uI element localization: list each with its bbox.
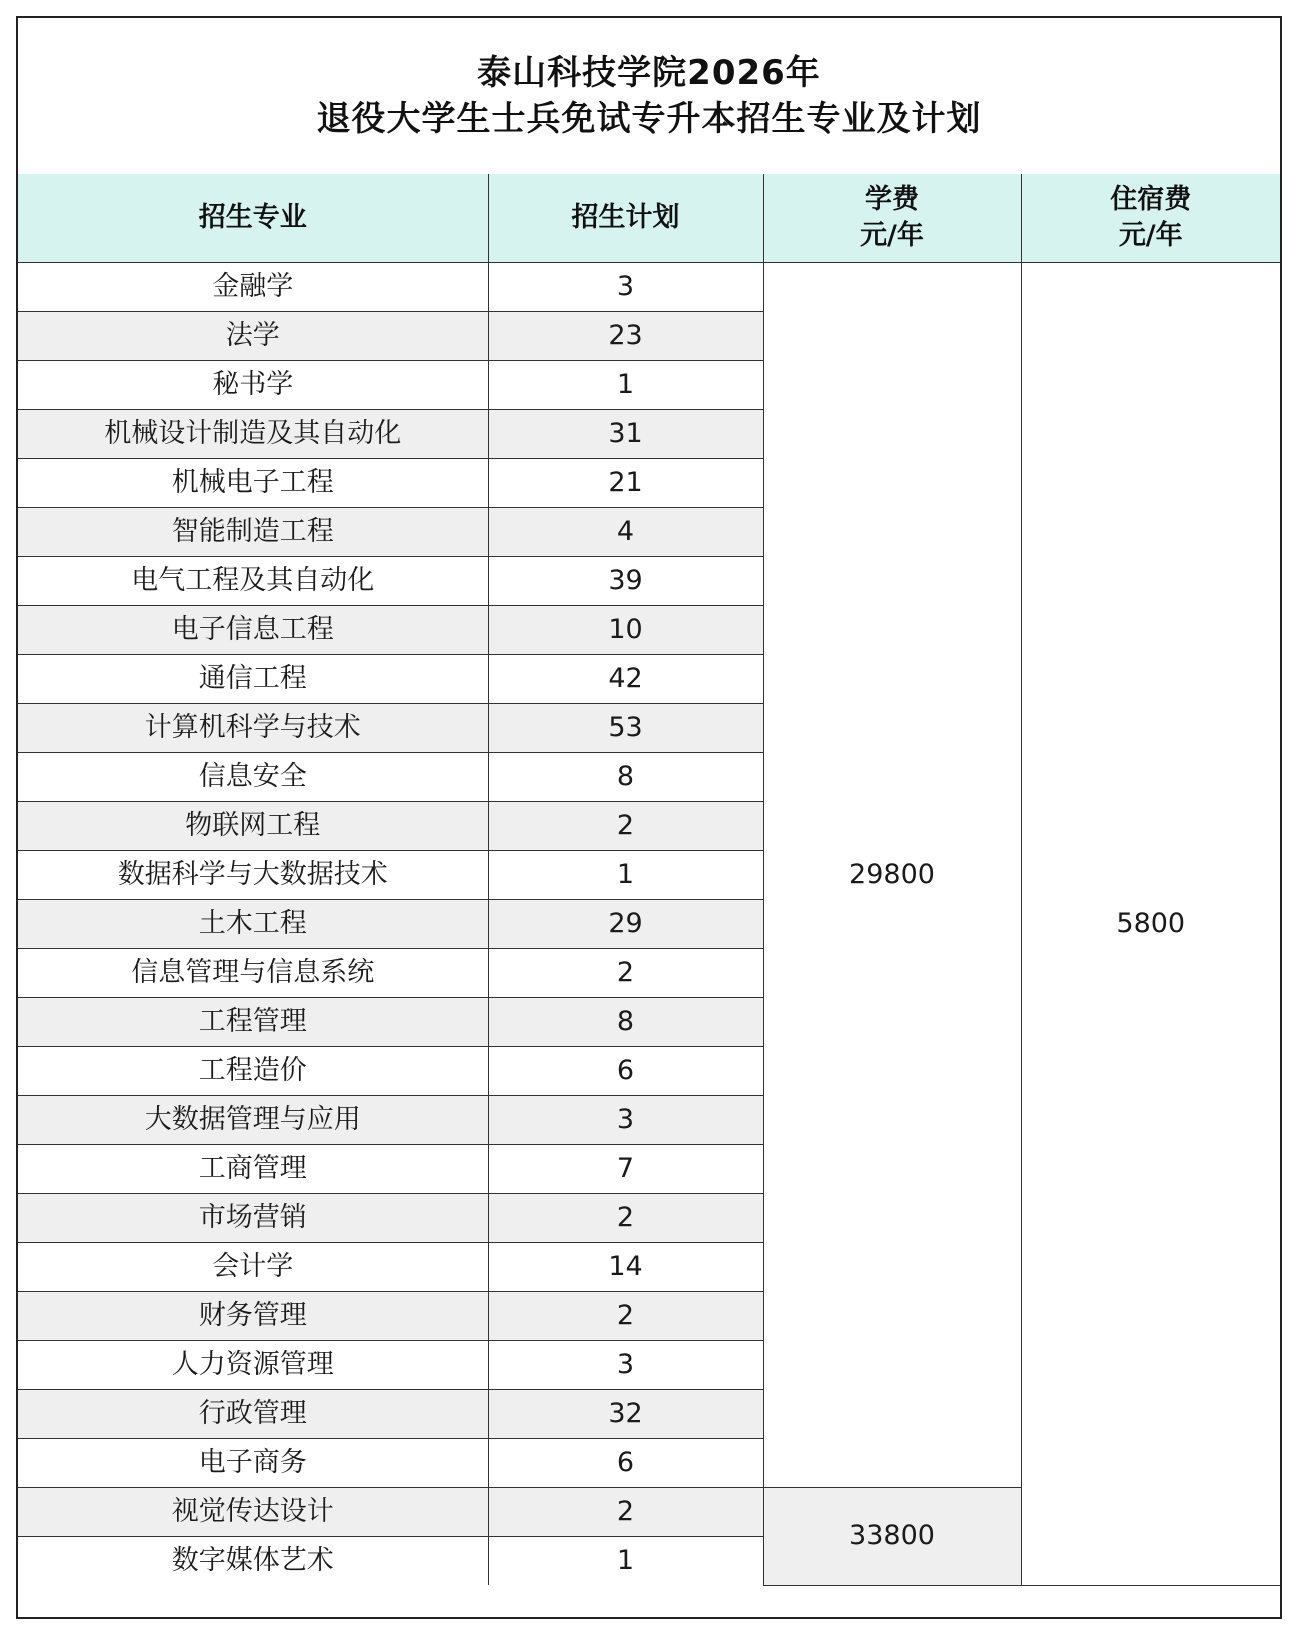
header-tuition — [763, 174, 1021, 263]
major-cell: 市场营销 — [18, 1194, 488, 1243]
major-cell: 智能制造工程 — [18, 508, 488, 557]
major-cell: 数字媒体艺术 — [18, 1537, 488, 1586]
quota-cell: 2 — [488, 949, 763, 998]
quota-cell: 32 — [488, 1390, 763, 1439]
table-row — [18, 263, 1280, 312]
header-lodging — [1021, 174, 1280, 263]
major-cell: 土木工程 — [18, 900, 488, 949]
tuition-art-cell: 33800 — [763, 1488, 1021, 1586]
major-cell: 机械设计制造及其自动化 — [18, 410, 488, 459]
major-cell: 电气工程及其自动化 — [18, 557, 488, 606]
quota-cell: 3 — [488, 1096, 763, 1145]
quota-cell: 1 — [488, 1537, 763, 1586]
quota-cell: 1 — [488, 851, 763, 900]
major-cell: 通信工程 — [18, 655, 488, 704]
header-row — [18, 174, 1280, 263]
major-cell: 金融学 — [18, 263, 488, 312]
header-tuition-label: 学费 — [865, 184, 919, 215]
major-cell: 会计学 — [18, 1243, 488, 1292]
major-cell: 电子信息工程 — [18, 606, 488, 655]
title-line-1: 泰山科技学院2026年 — [477, 53, 821, 93]
quota-cell: 6 — [488, 1439, 763, 1488]
major-cell: 视觉传达设计 — [18, 1488, 488, 1537]
quota-cell: 29 — [488, 900, 763, 949]
quota-cell: 23 — [488, 312, 763, 361]
major-cell: 计算机科学与技术 — [18, 704, 488, 753]
enrollment-plan-sheet — [16, 16, 1282, 1619]
quota-cell: 3 — [488, 1341, 763, 1390]
quota-cell: 6 — [488, 1047, 763, 1096]
tuition-general-cell: 29800 — [763, 263, 1021, 1488]
quota-cell: 53 — [488, 704, 763, 753]
quota-cell: 10 — [488, 606, 763, 655]
major-cell: 机械电子工程 — [18, 459, 488, 508]
major-cell: 电子商务 — [18, 1439, 488, 1488]
major-cell: 法学 — [18, 312, 488, 361]
major-cell: 人力资源管理 — [18, 1341, 488, 1390]
quota-cell: 8 — [488, 753, 763, 802]
lodging-fee-cell: 5800 — [1021, 263, 1280, 1586]
quota-cell: 8 — [488, 998, 763, 1047]
header-lodging-label: 住宿费 — [1110, 184, 1192, 215]
quota-cell: 42 — [488, 655, 763, 704]
header-lodging-unit: 元/年 — [1118, 220, 1183, 251]
quota-cell: 31 — [488, 410, 763, 459]
major-cell: 工程造价 — [18, 1047, 488, 1096]
quota-cell: 21 — [488, 459, 763, 508]
quota-cell: 39 — [488, 557, 763, 606]
major-cell: 物联网工程 — [18, 802, 488, 851]
quota-cell: 3 — [488, 263, 763, 312]
title-block — [18, 18, 1280, 176]
header-major: 招生专业 — [18, 174, 488, 263]
major-cell: 信息管理与信息系统 — [18, 949, 488, 998]
major-cell: 行政管理 — [18, 1390, 488, 1439]
header-quota: 招生计划 — [488, 174, 763, 263]
quota-cell: 4 — [488, 508, 763, 557]
quota-cell: 14 — [488, 1243, 763, 1292]
enrollment-plan-table — [18, 174, 1280, 1586]
quota-cell: 2 — [488, 1292, 763, 1341]
major-cell: 数据科学与大数据技术 — [18, 851, 488, 900]
quota-cell: 2 — [488, 802, 763, 851]
major-cell: 工程管理 — [18, 998, 488, 1047]
quota-cell: 7 — [488, 1145, 763, 1194]
major-cell: 大数据管理与应用 — [18, 1096, 488, 1145]
quota-cell: 2 — [488, 1194, 763, 1243]
quota-cell: 1 — [488, 361, 763, 410]
title-line-2: 退役大学生士兵免试专升本招生专业及计划 — [316, 99, 982, 139]
major-cell: 工商管理 — [18, 1145, 488, 1194]
major-cell: 信息安全 — [18, 753, 488, 802]
major-cell: 秘书学 — [18, 361, 488, 410]
major-cell: 财务管理 — [18, 1292, 488, 1341]
header-tuition-unit: 元/年 — [860, 220, 924, 251]
quota-cell: 2 — [488, 1488, 763, 1537]
